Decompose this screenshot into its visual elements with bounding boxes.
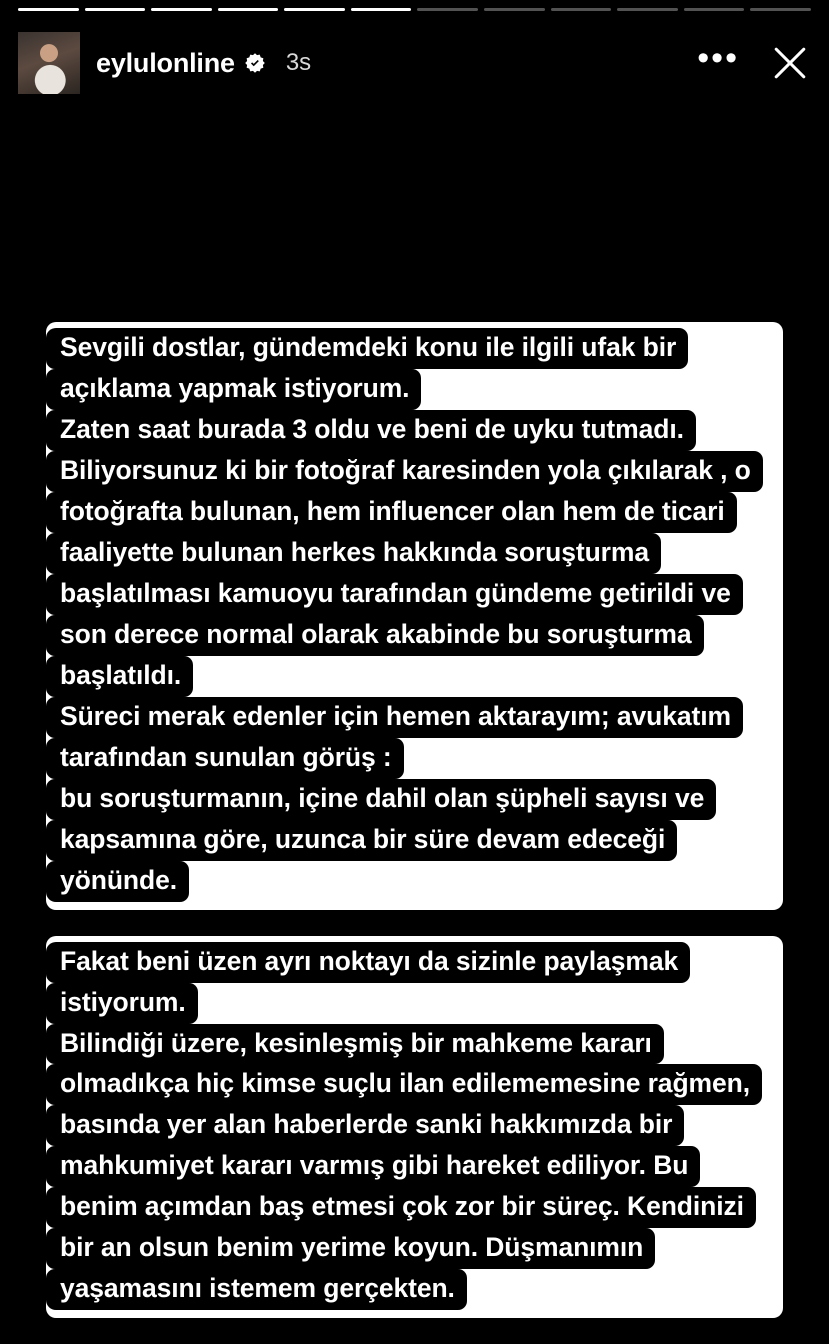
- username-group[interactable]: [96, 47, 312, 78]
- statement-block-1: [46, 322, 783, 910]
- story-text-line: yaşamasını istemem gerçekten.: [46, 1269, 467, 1310]
- story-text-line: açıklama yapmak istiyorum.: [46, 369, 421, 410]
- progress-segment[interactable]: [351, 8, 412, 11]
- progress-segment[interactable]: [617, 8, 678, 11]
- story-text-line: basında yer alan haberlerde sanki hakkımızda bir: [46, 1105, 684, 1146]
- progress-segment[interactable]: [18, 8, 79, 11]
- progress-segment[interactable]: [750, 8, 811, 11]
- progress-segment[interactable]: [484, 8, 545, 11]
- story-text-line: Fakat beni üzen ayrı noktayı da sizinle paylaşmak: [46, 942, 690, 983]
- story-text-line: benim açımdan baş etmesi çok zor bir süreç. Kendinizi: [46, 1187, 756, 1228]
- story-text-line: kapsamına göre, uzunca bir süre devam edeceği: [46, 820, 677, 861]
- verified-badge-icon: [244, 52, 266, 74]
- story-text-line: Zaten saat burada 3 oldu ve beni de uyku tutmadı.: [46, 410, 696, 451]
- story-text-line: başlatıldı.: [46, 656, 193, 697]
- progress-segment[interactable]: [218, 8, 279, 11]
- progress-segment[interactable]: [151, 8, 212, 11]
- story-text-line: istiyorum.: [46, 983, 198, 1024]
- story-text-line: fotoğrafta bulunan, hem influencer olan hem de ticari: [46, 492, 737, 533]
- story-text-line: faaliyette bulunan herkes hakkında soruşturma: [46, 533, 661, 574]
- close-icon[interactable]: [769, 42, 811, 84]
- story-text-line: yönünde.: [46, 861, 189, 902]
- username-label[interactable]: eylulonline: [96, 47, 235, 78]
- story-text-stack: [46, 322, 783, 1344]
- story-text-line: Bilindiği üzere, kesinleşmiş bir mahkeme kararı: [46, 1024, 664, 1065]
- progress-segment[interactable]: [684, 8, 745, 11]
- story-timestamp: 3s: [285, 49, 312, 76]
- more-options-icon[interactable]: •••: [697, 38, 739, 77]
- story-text-line: Sevgili dostlar, gündemdeki konu ile ilgili ufak bir: [46, 328, 688, 369]
- story-text-line: son derece normal olarak akabinde bu soruşturma: [46, 615, 704, 656]
- story-text-line: bir an olsun benim yerime koyun. Düşmanımın: [46, 1228, 655, 1269]
- story-text-line: mahkumiyet kararı varmış gibi hareket ediliyor. Bu: [46, 1146, 700, 1187]
- story-text-line: Biliyorsunuz ki bir fotoğraf karesinden yola çıkılarak , o: [46, 451, 763, 492]
- avatar-image: [18, 32, 80, 94]
- story-text-line: bu soruşturmanın, içine dahil olan şüpheli sayısı ve: [46, 779, 716, 820]
- story-header: [18, 30, 811, 96]
- story-text-line: başlatılması kamuoyu tarafından gündeme getirildi ve: [46, 574, 743, 615]
- story-text-line: Süreci merak edenler için hemen aktarayım; avukatım: [46, 697, 743, 738]
- progress-segment[interactable]: [284, 8, 345, 11]
- progress-segment[interactable]: [551, 8, 612, 11]
- story-text-line: tarafından sunulan görüş :: [46, 738, 404, 779]
- avatar[interactable]: [18, 32, 80, 94]
- story-progress-bar[interactable]: [18, 8, 811, 12]
- statement-block-2: [46, 936, 783, 1319]
- progress-segment[interactable]: [85, 8, 146, 11]
- header-actions: [697, 38, 811, 84]
- story-text-line: olmadıkça hiç kimse suçlu ilan edilememesine rağmen,: [46, 1064, 762, 1105]
- progress-segment[interactable]: [417, 8, 478, 11]
